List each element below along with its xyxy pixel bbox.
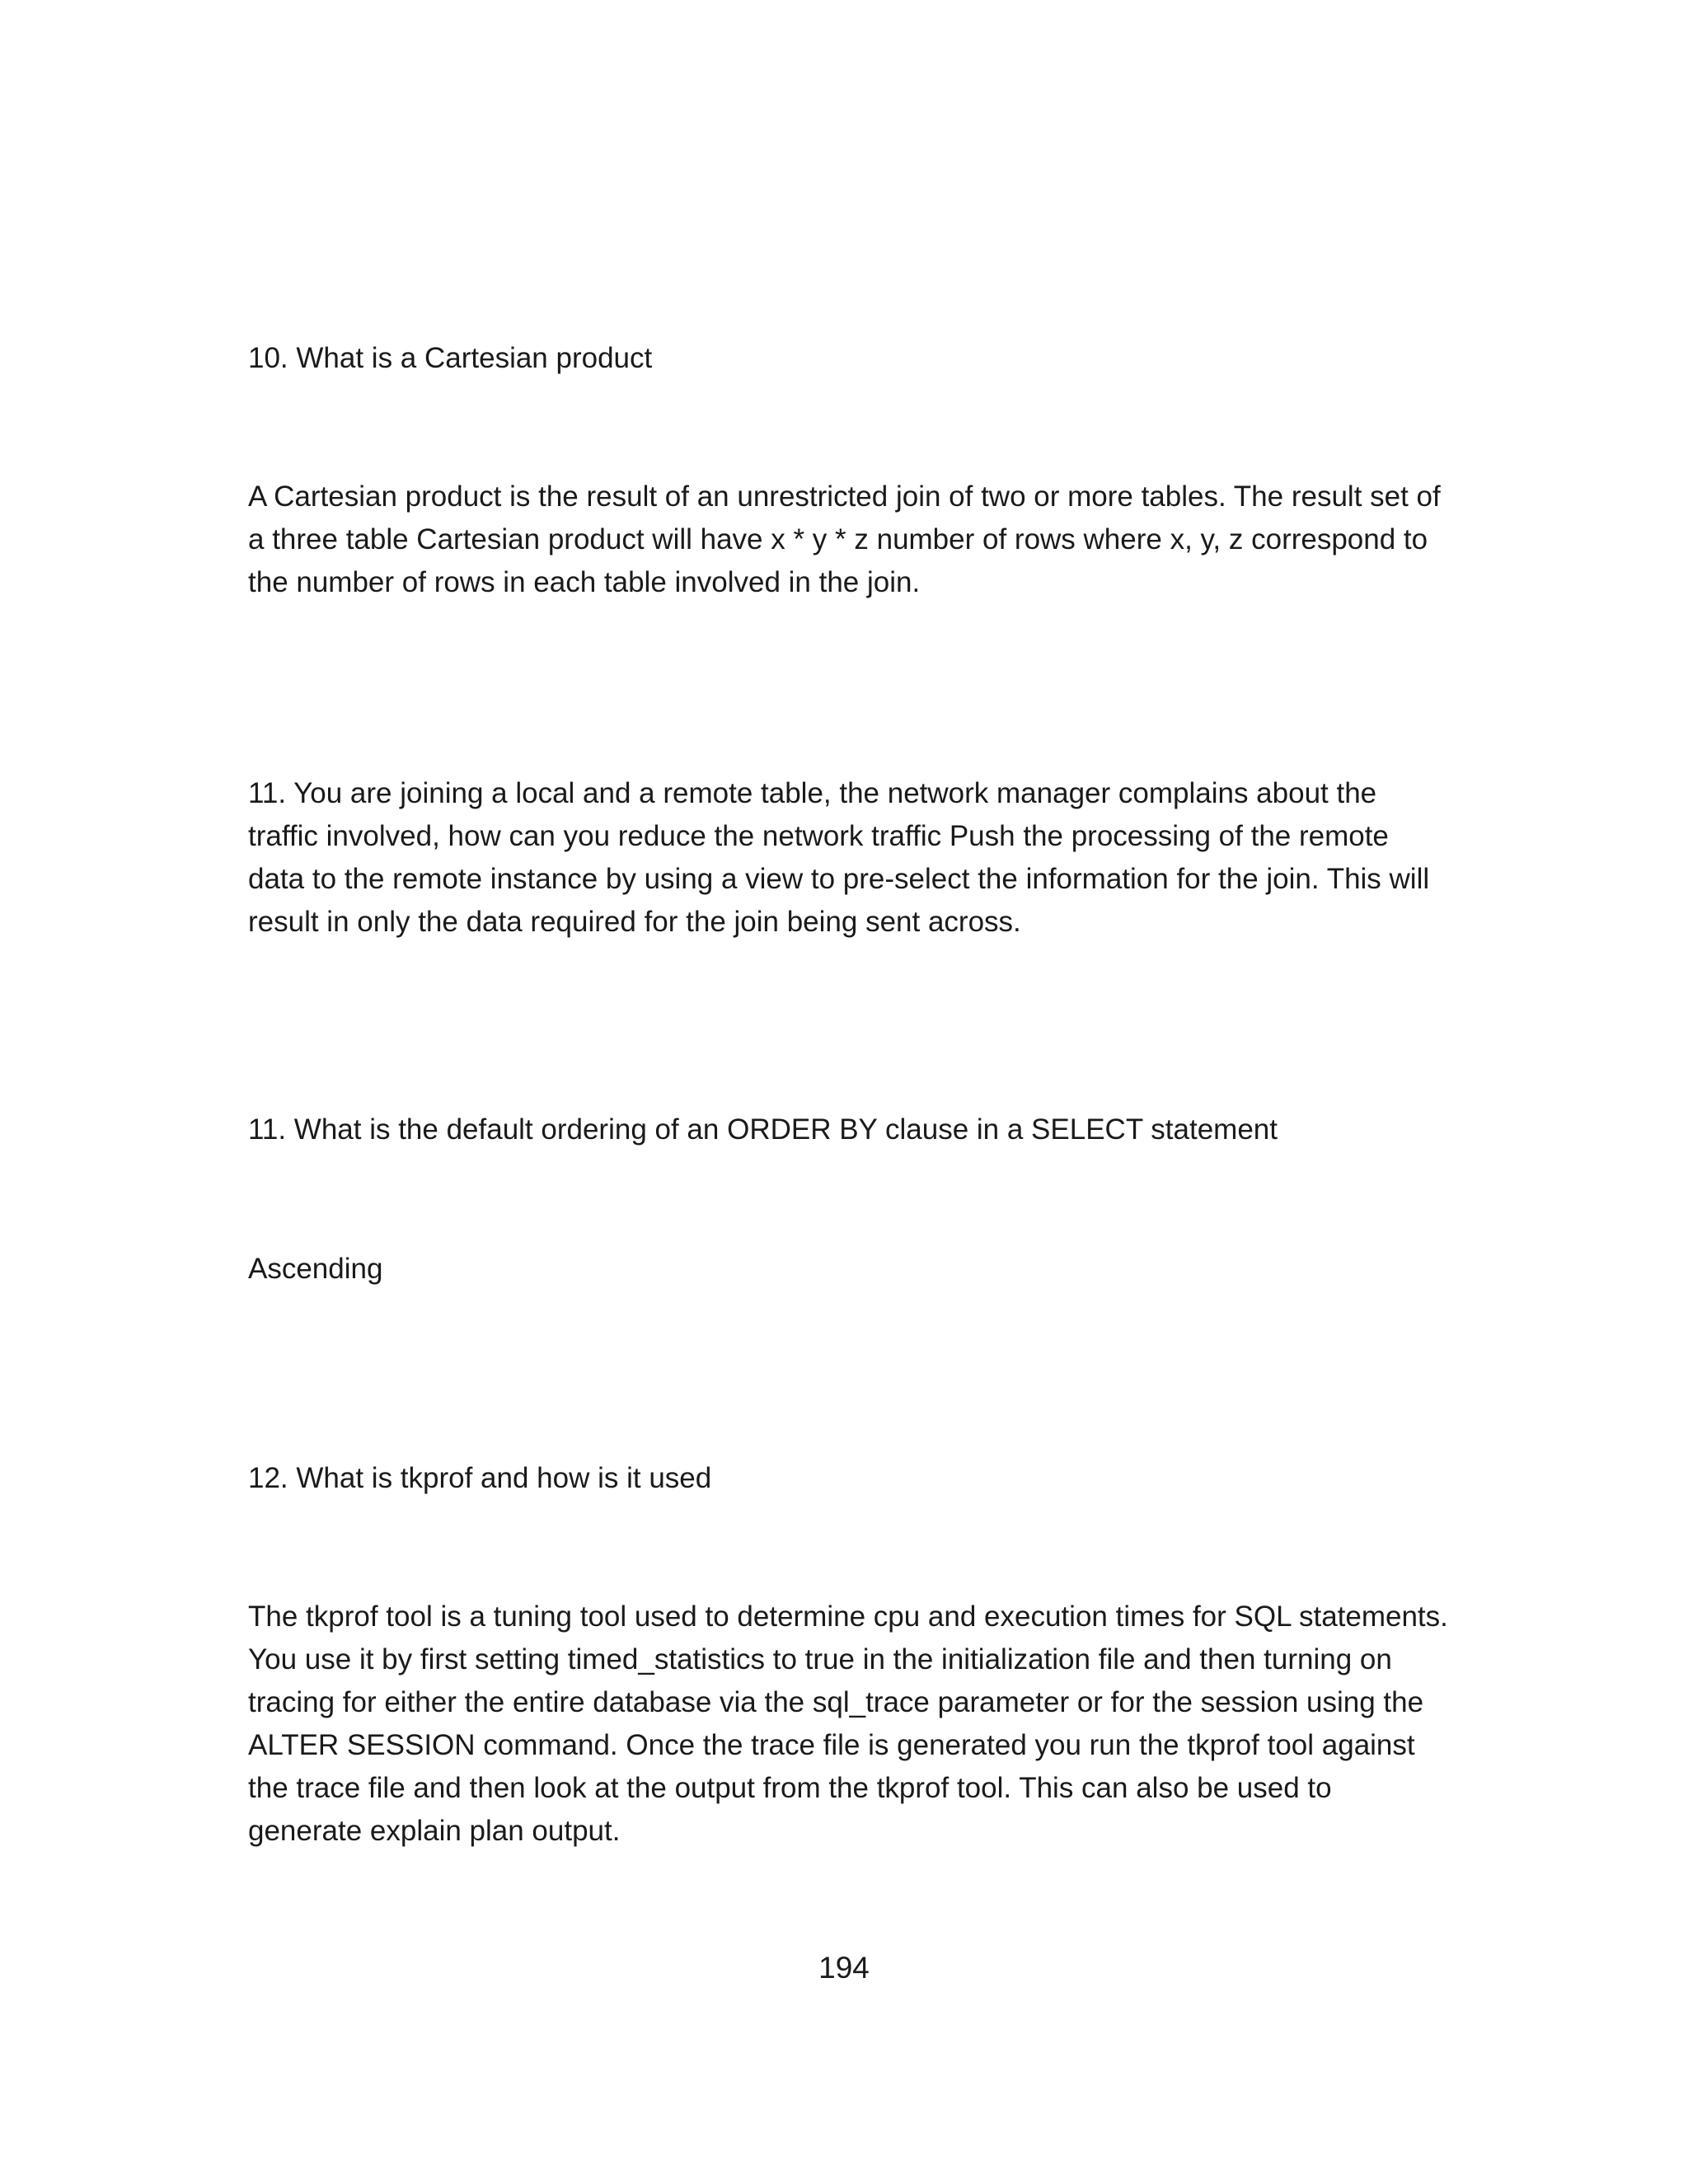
page-number: 194 — [818, 1951, 870, 1985]
question-heading: 12. What is tkprof and how is it used — [248, 1462, 712, 1494]
answer-paragraph: Ascending — [248, 1253, 383, 1285]
question-heading: 10. What is a Cartesian product — [248, 342, 653, 374]
question-answer-paragraph: 11. You are joining a local and a remote table, the network manager complains about the traffic involved, how can you reduce the network traffic Push the processing of the remote data to the remote instance by using a view to pre-select the information for the join. This will result in only the data required for the join being sent across. — [248, 777, 1430, 938]
answer-paragraph: A Cartesian product is the result of an unrestricted join of two or more tables. The result set of a three table Cartesian product will have x * y * z number of rows where x, y, z correspond to the number of rows in each table involved in the join. — [248, 480, 1441, 598]
answer-paragraph: The tkprof tool is a tuning tool used to determine cpu and execution times for SQL statements. You use it by first setting timed_statistics to true in the initialization file and then turning on tracing for either the entire database via the sql_trace parameter or for the session using the ALTER SESSION command. Once the trace file is generated you run the tkprof tool against the trace file and then look at the output from the tkprof tool. This can also be used to generate explain plan output. — [248, 1601, 1448, 1847]
question-heading: 11. What is the default ordering of an ORDER BY clause in a SELECT statement — [248, 1113, 1278, 1146]
